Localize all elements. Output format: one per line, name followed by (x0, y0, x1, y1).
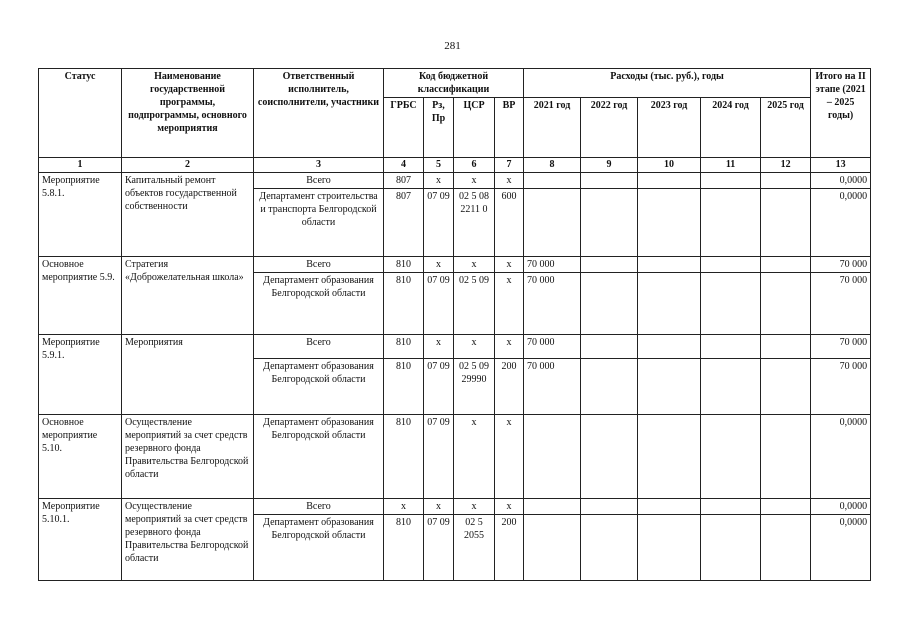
expense-2022-cell (581, 415, 638, 499)
csr-cell: х (454, 173, 495, 189)
header-grbs: ГРБС (384, 98, 424, 158)
expense-2022-cell (581, 173, 638, 189)
column-number: 12 (761, 158, 811, 173)
grbs-cell: 810 (384, 335, 424, 359)
rzpr-cell: 07 09 (424, 273, 454, 335)
grbs-cell: 810 (384, 257, 424, 273)
name-cell: Стратегия «Доброжелательная школа» (122, 257, 254, 335)
header-budget-code: Код бюджетной классификации (384, 69, 524, 98)
rzpr-cell: 07 09 (424, 515, 454, 581)
expense-2024-cell (701, 273, 761, 335)
status-cell: Основное мероприятие 5.9. (39, 257, 122, 335)
grbs-cell: х (384, 499, 424, 515)
expense-2025-cell (761, 415, 811, 499)
total-cell: 70 000 (811, 257, 871, 273)
responsible-cell: Департамент образования Белгородской области (254, 415, 384, 499)
status-cell: Мероприятие 5.9.1. (39, 335, 122, 415)
grbs-cell: 810 (384, 515, 424, 581)
header-vr: ВР (495, 98, 524, 158)
responsible-cell: Департамент образования Белгородской области (254, 273, 384, 335)
column-number: 3 (254, 158, 384, 173)
expense-2025-cell (761, 257, 811, 273)
table-row (39, 415, 871, 499)
status-cell: Мероприятие 5.8.1. (39, 173, 122, 257)
vr-cell: х (495, 335, 524, 359)
column-number: 10 (638, 158, 701, 173)
total-cell: 70 000 (811, 359, 871, 415)
total-cell: 0,0000 (811, 189, 871, 257)
expense-2022-cell (581, 273, 638, 335)
expense-2025-cell (761, 499, 811, 515)
total-cell: 70 000 (811, 335, 871, 359)
table-row (39, 257, 871, 273)
csr-cell: 02 5 2055 (454, 515, 495, 581)
name-cell: Осуществление мероприятий за счет средств резервного фонда Правительства Белгородской области (122, 499, 254, 581)
name-cell: Осуществление мероприятий за счет средств резервного фонда Правительства Белгородской области (122, 415, 254, 499)
total-cell: 0,0000 (811, 173, 871, 189)
vr-cell: 200 (495, 515, 524, 581)
column-number: 11 (701, 158, 761, 173)
header-status: Статус (39, 69, 122, 158)
grbs-cell: 810 (384, 273, 424, 335)
column-number: 4 (384, 158, 424, 173)
status-cell: Основное мероприятие 5.10. (39, 415, 122, 499)
expense-2025-cell (761, 273, 811, 335)
expense-2024-cell (701, 515, 761, 581)
grbs-cell: 807 (384, 173, 424, 189)
column-number: 5 (424, 158, 454, 173)
expense-2022-cell (581, 189, 638, 257)
column-number: 7 (495, 158, 524, 173)
expense-2021-cell: 70 000 (524, 335, 581, 359)
total-cell: 70 000 (811, 273, 871, 335)
rzpr-cell: х (424, 257, 454, 273)
vr-cell: х (495, 499, 524, 515)
expense-2023-cell (638, 173, 701, 189)
rzpr-cell: х (424, 499, 454, 515)
expense-2024-cell (701, 335, 761, 359)
responsible-cell: Департамент образования Белгородской области (254, 515, 384, 581)
rzpr-cell: 07 09 (424, 415, 454, 499)
expense-2025-cell (761, 173, 811, 189)
expense-2023-cell (638, 189, 701, 257)
csr-cell: х (454, 499, 495, 515)
responsible-cell: Всего (254, 499, 384, 515)
total-cell: 0,0000 (811, 415, 871, 499)
responsible-cell: Департамент образования Белгородской области (254, 359, 384, 415)
expense-2023-cell (638, 515, 701, 581)
header-year-2021: 2021 год (524, 98, 581, 158)
responsible-cell: Всего (254, 335, 384, 359)
grbs-cell: 810 (384, 359, 424, 415)
expense-2025-cell (761, 515, 811, 581)
column-number: 2 (122, 158, 254, 173)
header-rzpr: Рз, Пр (424, 98, 454, 158)
name-cell: Капитальный ремонт объектов государственной собственности (122, 173, 254, 257)
expense-2021-cell (524, 189, 581, 257)
csr-cell: 02 5 08 2211 0 (454, 189, 495, 257)
expense-2022-cell (581, 359, 638, 415)
expense-2022-cell (581, 257, 638, 273)
table-row (39, 499, 871, 515)
expense-2021-cell (524, 415, 581, 499)
csr-cell: х (454, 415, 495, 499)
vr-cell: 600 (495, 189, 524, 257)
expense-2023-cell (638, 335, 701, 359)
header-year-2025: 2025 год (761, 98, 811, 158)
grbs-cell: 807 (384, 189, 424, 257)
column-number: 13 (811, 158, 871, 173)
expense-2021-cell: 70 000 (524, 273, 581, 335)
header-name: Наименование государственной программы, подпрограммы, основного мероприятия (122, 69, 254, 158)
rzpr-cell: х (424, 335, 454, 359)
budget-table (38, 68, 871, 581)
responsible-cell: Всего (254, 257, 384, 273)
expense-2021-cell (524, 499, 581, 515)
expense-2022-cell (581, 335, 638, 359)
expense-2024-cell (701, 415, 761, 499)
csr-cell: х (454, 257, 495, 273)
responsible-cell: Всего (254, 173, 384, 189)
column-number: 1 (39, 158, 122, 173)
expense-2021-cell (524, 515, 581, 581)
column-number: 9 (581, 158, 638, 173)
total-cell: 0,0000 (811, 515, 871, 581)
header-responsible: Ответственный исполнитель, соисполнители, участники (254, 69, 384, 158)
csr-cell: 02 5 09 (454, 273, 495, 335)
expense-2023-cell (638, 257, 701, 273)
expense-2023-cell (638, 415, 701, 499)
column-number: 6 (454, 158, 495, 173)
expense-2023-cell (638, 273, 701, 335)
vr-cell: х (495, 257, 524, 273)
expense-2023-cell (638, 359, 701, 415)
name-cell: Мероприятия (122, 335, 254, 415)
expense-2022-cell (581, 515, 638, 581)
csr-cell: 02 5 09 29990 (454, 359, 495, 415)
expense-2025-cell (761, 189, 811, 257)
expense-2021-cell (524, 173, 581, 189)
vr-cell: х (495, 415, 524, 499)
header-csr: ЦСР (454, 98, 495, 158)
status-cell: Мероприятие 5.10.1. (39, 499, 122, 581)
total-cell: 0,0000 (811, 499, 871, 515)
vr-cell: 200 (495, 359, 524, 415)
table-row (39, 173, 871, 189)
expense-2024-cell (701, 499, 761, 515)
responsible-cell: Департамент строительства и транспорта Белгородской области (254, 189, 384, 257)
table-row (39, 335, 871, 359)
expense-2023-cell (638, 499, 701, 515)
expense-2024-cell (701, 359, 761, 415)
header-total: Итого на II этапе (2021 – 2025 годы) (811, 69, 871, 158)
rzpr-cell: х (424, 173, 454, 189)
header-expenses: Расходы (тыс. руб.), годы (524, 69, 811, 98)
csr-cell: х (454, 335, 495, 359)
column-number: 8 (524, 158, 581, 173)
expense-2025-cell (761, 335, 811, 359)
header-year-2023: 2023 год (638, 98, 701, 158)
page-number: 281 (444, 40, 461, 52)
expense-2024-cell (701, 189, 761, 257)
expense-2024-cell (701, 257, 761, 273)
grbs-cell: 810 (384, 415, 424, 499)
header-year-2024: 2024 год (701, 98, 761, 158)
expense-2022-cell (581, 499, 638, 515)
vr-cell: х (495, 173, 524, 189)
expense-2021-cell: 70 000 (524, 257, 581, 273)
expense-2021-cell: 70 000 (524, 359, 581, 415)
expense-2024-cell (701, 173, 761, 189)
vr-cell: х (495, 273, 524, 335)
expense-2025-cell (761, 359, 811, 415)
rzpr-cell: 07 09 (424, 359, 454, 415)
header-year-2022: 2022 год (581, 98, 638, 158)
rzpr-cell: 07 09 (424, 189, 454, 257)
